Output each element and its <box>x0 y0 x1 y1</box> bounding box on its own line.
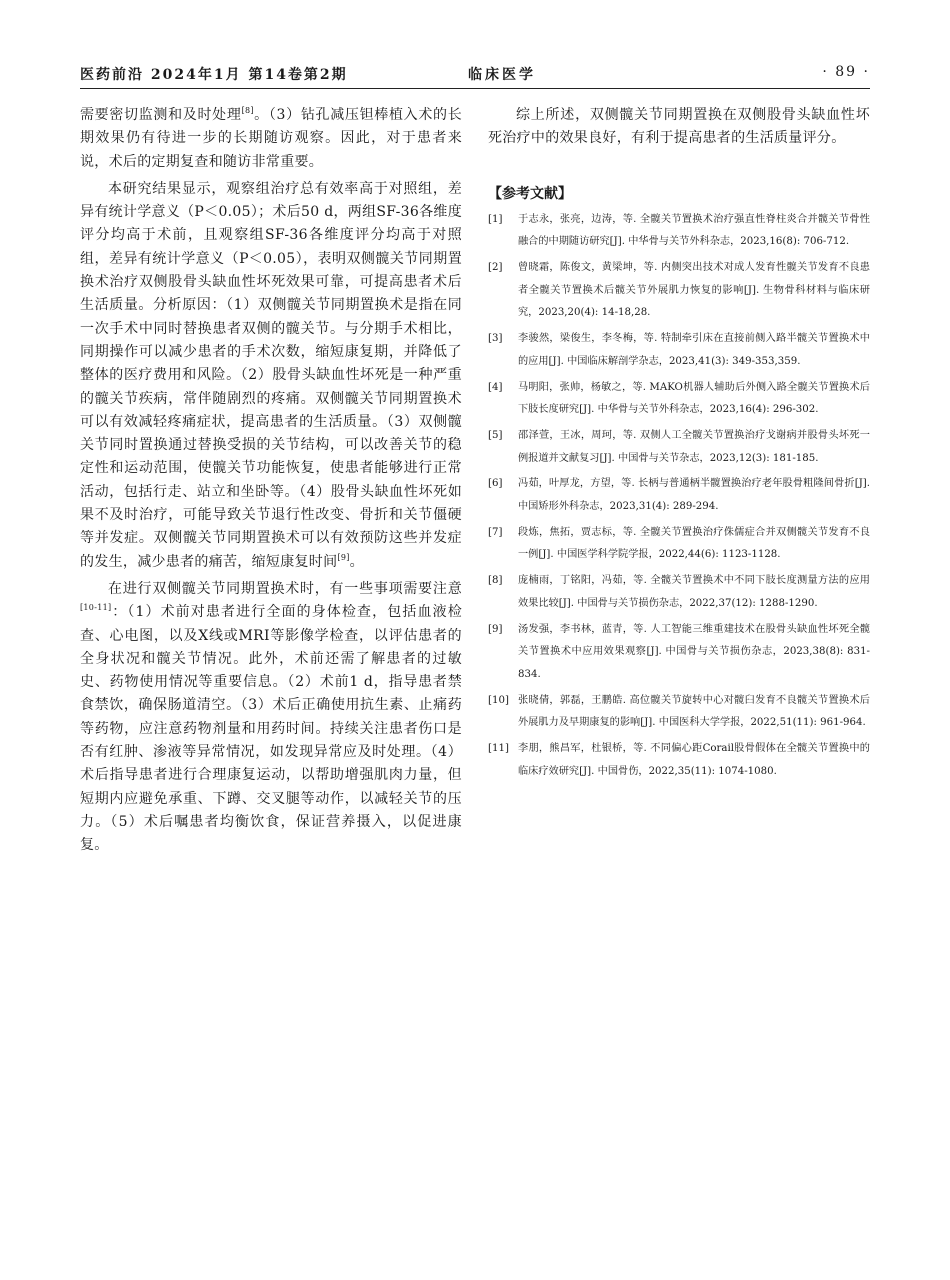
reference-item <box>488 690 870 735</box>
references-heading: 【参考文献】 <box>488 185 572 202</box>
reference-number: [4] <box>488 381 503 393</box>
paragraph-2 <box>80 178 462 574</box>
right-column <box>488 104 870 786</box>
paragraph-3 <box>80 578 462 858</box>
header-rule <box>80 88 870 89</box>
reference-text: 于志永，张亮，边涛，等. 全髋关节置换术治疗强直性脊柱炎合并髋关节骨性融合的中期随访研究[J]. 中华骨与关节外科杂志，2023,16(8): 706-712. <box>518 213 870 248</box>
paragraph-text: 。 <box>349 553 364 570</box>
reference-text: 曾晓霜，陈俊文，黄梁坤，等. 内侧突出技术对成人发育性髋关节发育不良患者全髋关节置换术后髋关节外展肌力恢复的影响[J]. 生物骨科材料与临床研究，2023,20(4): 14-18,28. <box>518 262 870 319</box>
reference-number: [2] <box>488 262 503 273</box>
paragraph-1 <box>80 104 462 174</box>
reference-number: [9] <box>488 623 503 635</box>
reference-number: [1] <box>488 213 503 225</box>
page-number: · 89 · <box>822 64 870 80</box>
conclusion-paragraph: 综上所述，双侧髋关节同期置换在双侧股骨头缺血性坏死治疗中的效果良好，有利于提高患者的生活质量评分。 <box>488 107 870 147</box>
reference-item <box>488 522 870 567</box>
section-title: 临床医学 <box>468 67 536 83</box>
reference-item <box>488 257 870 325</box>
reference-list <box>488 209 870 784</box>
paragraph-text: 需要密切监测和及时处理 <box>80 107 242 123</box>
paragraph-text: 。（3）钻孔减压钽棒植入术的长期效果仍有待进一步的长期随访观察。因此，对于患者来说，术后的定期复查和随访非常重要。 <box>80 107 462 170</box>
reference-text: 冯茹，叶厚龙，方望，等. 长柄与普通柄半髋置换治疗老年股骨粗隆间骨折[J]. 中国矫形外科杂志，2023,31(4): 289-294. <box>518 478 870 513</box>
reference-item <box>488 473 870 518</box>
left-column <box>80 104 462 862</box>
paragraph-text: 本研究结果显示，观察组治疗总有效率高于对照组，差异有统计学意义（P＜0.05）；术后50 d，两组SF-36各维度评分均高于术前，且观察组SF-36各维度评分均高于对照组，差异有统计学意义（P＜0.05），表明双侧髋关节同期置换术治疗双侧股骨头缺血性坏死效果可靠，可提高患者术后生活质量。分析原因：（1）双侧髋关节同期置换术是指在同一次手术中同时替换患者双侧的髋关节。与分期手术相比，同期操作可以减少患者的手术次数，缩短康复期，并降低了整体的医疗费用和风险。（2）股骨头缺血性坏死是一种严重的髋关节疾病，常伴随剧烈的疼痛。双侧髋关节同期置换术可以有效减轻疼痛症状，提高患者的生活质量。（3）双侧髋关节同时置换通过替换受损的关节结构，可以改善关节的稳定性和运动范围，使髋关节功能恢复，使患者能够进行正常活动，包括行走、站立和坐卧等。（4）股骨头缺血性坏死如果不及时治疗，可能导致关节退行性改变、骨折和关节僵硬等并发症。双侧髋关节同期置换术可以有效预防这些并发症的发生，减少患者的痛苦，缩短康复时间 <box>80 180 462 570</box>
paragraph-text: 在进行双侧髋关节同期置换术时，有一些事项需要注意 <box>108 580 462 597</box>
reference-item <box>488 209 870 254</box>
reference-text: 段炼，焦拓，贾志标，等. 全髋关节置换治疗侏儒症合并双侧髋关节发育不良一例[J]. 中国医学科学院学报，2022,44(6): 1123-1128. <box>518 526 870 561</box>
paragraph-text: ：（1）术前对患者进行全面的身体检查，包括血液检查、心电图，以及X线或MRI等影像学检查，以评估患者的全身状况和髋关节情况。此外，术前还需了解患者的过敏史、药物使用情况等重要信息。（2）术前1 d，指导患者禁食禁饮，确保肠道清空。（3）术后正确使用抗生素、止痛药等药物，应注意药物剂量和用药时间。持续关注患者伤口是否有红肿、渗液等异常情况，如发现异常应及时处理。（4）术后指导患者进行合理康复运动，以帮助增强肌肉力量，但短期内应避免承重、下蹲、交叉腿等动作，以减轻关节的压力。（5）术后嘱患者均衡饮食，保证营养摄入，以促进康复。 <box>80 604 462 854</box>
reference-text: 庞楠雨，丁铭阳，冯茹，等. 全髋关节置换术中不同下肢长度测量方法的应用效果比较[J]. 中国骨与关节损伤杂志，2022,37(12): 1288-1290. <box>518 575 870 609</box>
reference-text: 李骏然，梁俊生，李冬梅，等. 特制牵引床在直接前侧入路半髋关节置换术中的应用[J]. 中国临床解剖学杂志，2023,41(3): 349-353,359. <box>518 333 870 367</box>
reference-number: [11] <box>488 743 509 755</box>
citation: [8] <box>241 106 254 115</box>
reference-item <box>488 570 870 615</box>
reference-number: [7] <box>488 526 503 538</box>
reference-text: 汤发强，李书林，蓝青，等. 人工智能三维重建技术在股骨头缺血性坏死全髋关节置换术中应用效果观察[J]. 中国骨与关节损伤杂志，2023,38(8): 831-834. <box>518 623 870 680</box>
reference-text: 张晓倩，郭磊，王鹏皓. 高位髋关节旋转中心对髋臼发育不良髋关节置换术后外展肌力及早期康复的影响[J]. 中国医科大学学报，2022,51(11): 961-964. <box>518 694 870 729</box>
reference-number: [3] <box>488 333 503 345</box>
journal-title: 医药前沿 2024年1月 第14卷第2期 <box>80 67 348 83</box>
reference-number: [10] <box>488 694 509 706</box>
reference-item <box>488 619 870 687</box>
reference-text: 邵泽萱，王冰，周珂，等. 双侧人工全髋关节置换治疗戈谢病并股骨头坏死一例报道并文献复习[J]. 中国骨与关节杂志，2023,12(3): 181-185. <box>518 429 870 464</box>
reference-text: 李朋，熊昌军，杜银桥，等. 不同偏心距Corail股骨假体在全髋关节置换中的临床疗效研究[J]. 中国骨伤，2022,35(11): 1074-1080. <box>518 743 870 777</box>
citation: [10-11] <box>80 603 112 613</box>
reference-text: 马明阳，张帅，杨敏之，等. MAKO机器人辅助后外侧入路全髋关节置换术后下肢长度研究[J]. 中华骨与关节外科杂志，2023,16(4): 296-302. <box>518 381 870 416</box>
page-header <box>80 60 870 86</box>
reference-number: [5] <box>488 429 503 441</box>
reference-item <box>488 328 870 373</box>
reference-item <box>488 377 870 422</box>
reference-number: [8] <box>488 575 503 587</box>
reference-number: [6] <box>488 478 503 490</box>
reference-item <box>488 738 870 783</box>
citation: [9] <box>337 552 350 562</box>
reference-item <box>488 425 870 470</box>
